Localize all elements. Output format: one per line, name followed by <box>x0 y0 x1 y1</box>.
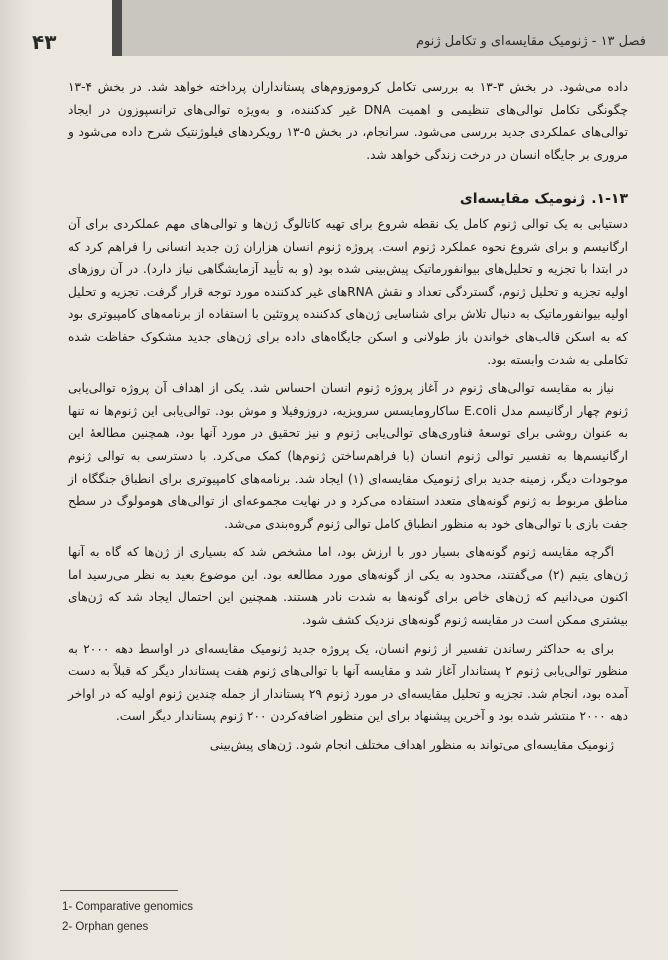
footnotes <box>62 897 193 937</box>
section-heading <box>68 188 628 211</box>
intro-paragraph: داده می‌شود. در بخش ۳-۱۳ به بررسی تکامل کروموزوم‌های پستانداران پرداخته خواهد شد. در بخش ۴-۱۳ چگونگی تکامل توالی‌های تنظیمی و اهمیت DNA غیر کدکننده، و به‌ویژه توالی‌های ترانسپوزون در ایجاد توالی‌های عملکردی جدید بررسی می‌شود. سرانجام، در بخش ۵-۱۳ رویکردهای فیلوژنتیک شرح داده می‌شود و مروری بر جایگاه انسان در درخت زندگی خواهد شد. <box>68 80 628 162</box>
body-text <box>68 76 628 757</box>
paragraph: دستیابی به یک توالی ژنوم کامل یک نقطه شروع برای تهیه کاتالوگ ژن‌ها و توالی‌های مهم عملکردی برای آن ارگانیسم و برای شروع نحوه عملکرد ژنوم است. پروژه ژنوم انسان هزاران ژن جدید انسانی را فراهم کرد که در ابتدا با تجزیه و تحلیل‌های بیوانفورماتیک پیش‌بینی شده بود (و به تأیید آزمایشگاهی نیاز دارد). در آن روزهای اولیه تجزیه و تحلیل ژنوم، گستردگی تعداد و نقش RNAهای غیر کدکننده مورد توجه قرار گرفت. تجزیه و تحلیل اولیه بیوانفورماتیک به دنبال تلاش برای شناسایی ژن‌های کدکننده پروتئین با استفاده از برنامه‌های کامپیوتری بود که به اسکن قالب‌های خواندن باز طولانی و اسکن جایگاه‌های داده برای ژن‌های جدید مشکوک حفاظت شده تکاملی به شدت وابسته بود. <box>68 216 629 367</box>
footnote-item: 2- Orphan genes <box>62 921 149 933</box>
running-head: فصل ۱۳ - ژنومیک مقایسه‌ای و تکامل ژنوم <box>415 34 646 49</box>
footnote-item: 1- Comparative genomics <box>62 901 194 913</box>
header-tab-marker <box>112 0 122 56</box>
paragraph: نیاز به مقایسه توالی‌های ژنوم در آغاز پروژه ژنوم انسان احساس شد. یکی از اهداف آن پروژه توالی‌یابی ژنوم چهار ارگانیسم مدل E.coli ساکارومایسس سرویزیه، دروزوفیلا و موش بود. توالی‌یابی این ژنوم‌ها نه تنها به عنوان روشی برای توسعهٔ فناوری‌های توالی‌یابی ژنوم و نیز تحقیق در مورد آنها بود، همچنین مطالعهٔ این ارگانیسم‌ها به تفسیر توالی ژنوم انسان (با فراهم‌ساختن ژنوم‌ها) کمک می‌کرد. با دسترسی به توالی ژنوم موجودات دیگر، زمینه جدید برای ژنومیک مقایسه‌ای (۱) ایجاد شد. برنامه‌های کامپیوتری برای انطباق جنگگاه از مناطق مربوط به ژنوم گونه‌های متعدد استفاده می‌کرد و در نهایت مجموعه‌ای از توالی‌های هومولوگ در سطح جفت بازی با توالی‌های خود به منظور انطباق کامل توالی ژنوم گروه‌بندی می‌شد. <box>68 381 628 531</box>
section-title: ژنومیک مقایسه‌ای <box>459 191 586 208</box>
section-number: ۱-۱۳. <box>591 191 628 208</box>
paragraph: ژنومیک مقایسه‌ای می‌تواند به منظور اهداف مختلف انجام شود. ژن‌های پیش‌بینی <box>209 738 614 753</box>
paragraph: اگرچه مقایسه ژنوم گونه‌های بسیار دور با ارزش بود، اما مشخص شد که بسیاری از ژن‌ها که گاه به آنها ژن‌های یتیم (۲) می‌گفتند، محدود به یکی از گونه‌های مورد مطالعه بود. این موضوع بعید به نظر می‌رسید اما اکنون می‌دانیم که ژن‌های خاص برای گونه‌ها به شدت نادر هستند. همچنین این احتمال ایجاد شد که ژن‌های بیشتری ممکن است در مقایسه ژنوم گونه‌های نزدیک کشف شود. <box>68 545 628 628</box>
page-number: ۴۳ <box>32 30 57 54</box>
paragraph: برای به حداکثر رساندن تفسیر از ژنوم انسان، یک پروژه جدید ژنومیک مقایسه‌ای در اواسط دهه ۲۰۰۰ به منظور توالی‌یابی ژنوم ۲ پستاندار آغاز شد و مقایسه آنها با توالی‌های ژنوم هفت پستاندار دیگر که قبلاً به دست آمده بود، انجام شد. تجزیه و تحلیل مقایسه‌ای در مورد ژنوم ۲۹ پستاندار از جمله چندین ژنوم اولیه که در اواخر دهه ۲۰۰۰ منتشر شده بود و آخرین پیشنهاد برای این منظور اضافه‌کردن ۲۰۰ ژنوم پستاندار دیگر است. <box>68 641 628 724</box>
footnote-rule <box>60 890 178 891</box>
